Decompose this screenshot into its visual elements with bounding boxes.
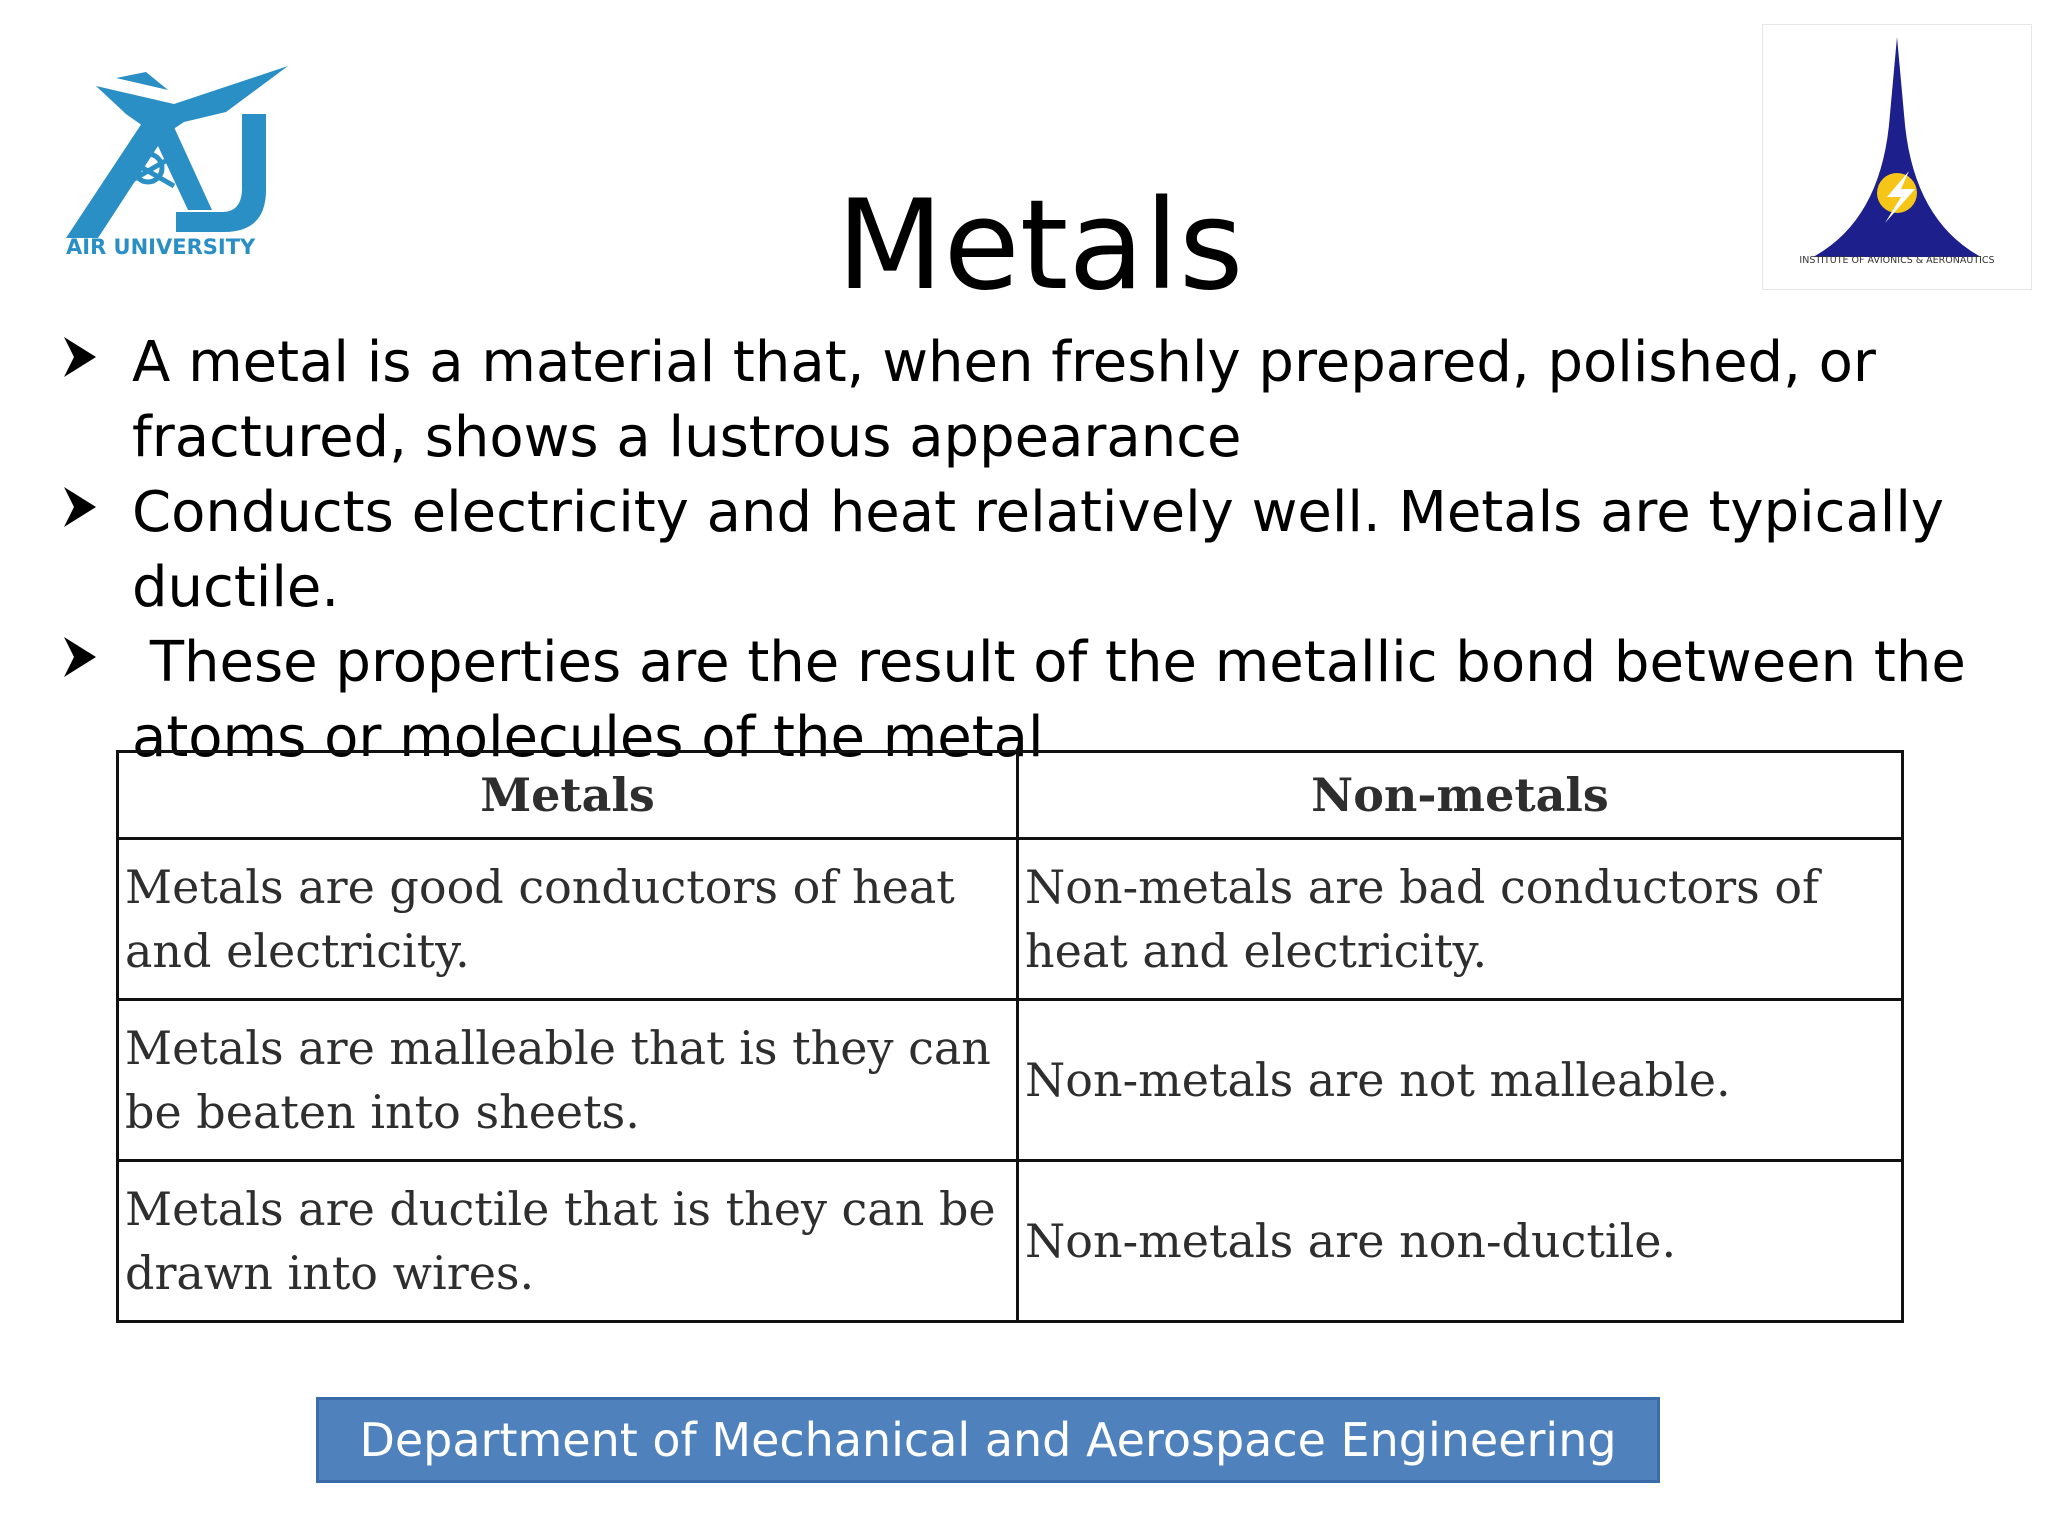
logo-right-text: INSTITUTE OF AVIONICS & AERONAUTICS <box>1799 255 1995 266</box>
table-cell: Non-metals are non-ductile. <box>1018 1161 1903 1322</box>
arrowhead-bullet-icon <box>62 633 98 681</box>
bullet-item <box>56 325 2016 475</box>
table-cell: Non-metals are bad conductors of heat and electricity. <box>1018 839 1903 1000</box>
logo-left-text: AIR UNIVERSITY <box>66 235 256 256</box>
bullet-item <box>56 475 2016 625</box>
footer-text: Department of Mechanical and Aerospace Engineering <box>359 1413 1617 1467</box>
table-cell: Metals are malleable that is they can be beaten into sheets. <box>118 1000 1018 1161</box>
arrowhead-bullet-icon <box>62 483 98 531</box>
bullet-text: Conducts electricity and heat relatively well. Metals are typically ductile. <box>132 480 1945 620</box>
bullet-text: These properties are the result of the metallic bond between the atoms or molecules of the metal <box>132 630 1984 770</box>
table-row <box>118 1161 1903 1322</box>
table-cell: Metals are good conductors of heat and electricity. <box>118 839 1018 1000</box>
air-university-logo-icon <box>56 60 300 256</box>
bullet-text: A metal is a material that, when freshly prepared, polished, or fractured, shows a lustrous appearance <box>132 330 1876 470</box>
table-header-metals: Metals <box>118 752 1018 839</box>
table-cell: Non-metals are not malleable. <box>1018 1000 1903 1161</box>
table-row <box>118 1000 1903 1161</box>
arrowhead-bullet-icon <box>62 333 98 381</box>
bullet-list <box>56 325 2016 775</box>
comparison-table <box>116 750 1904 1323</box>
iaa-logo <box>1762 24 2032 290</box>
table-header-non-metals: Non-metals <box>1018 752 1903 839</box>
footer-department-bar <box>316 1397 1660 1483</box>
table-cell: Metals are ductile that is they can be drawn into wires. <box>118 1161 1018 1322</box>
table-header-row <box>118 752 1903 839</box>
page-title: Metals <box>836 174 1244 319</box>
air-university-logo <box>56 60 300 256</box>
iaa-logo-icon <box>1763 25 2031 289</box>
table-row <box>118 839 1903 1000</box>
